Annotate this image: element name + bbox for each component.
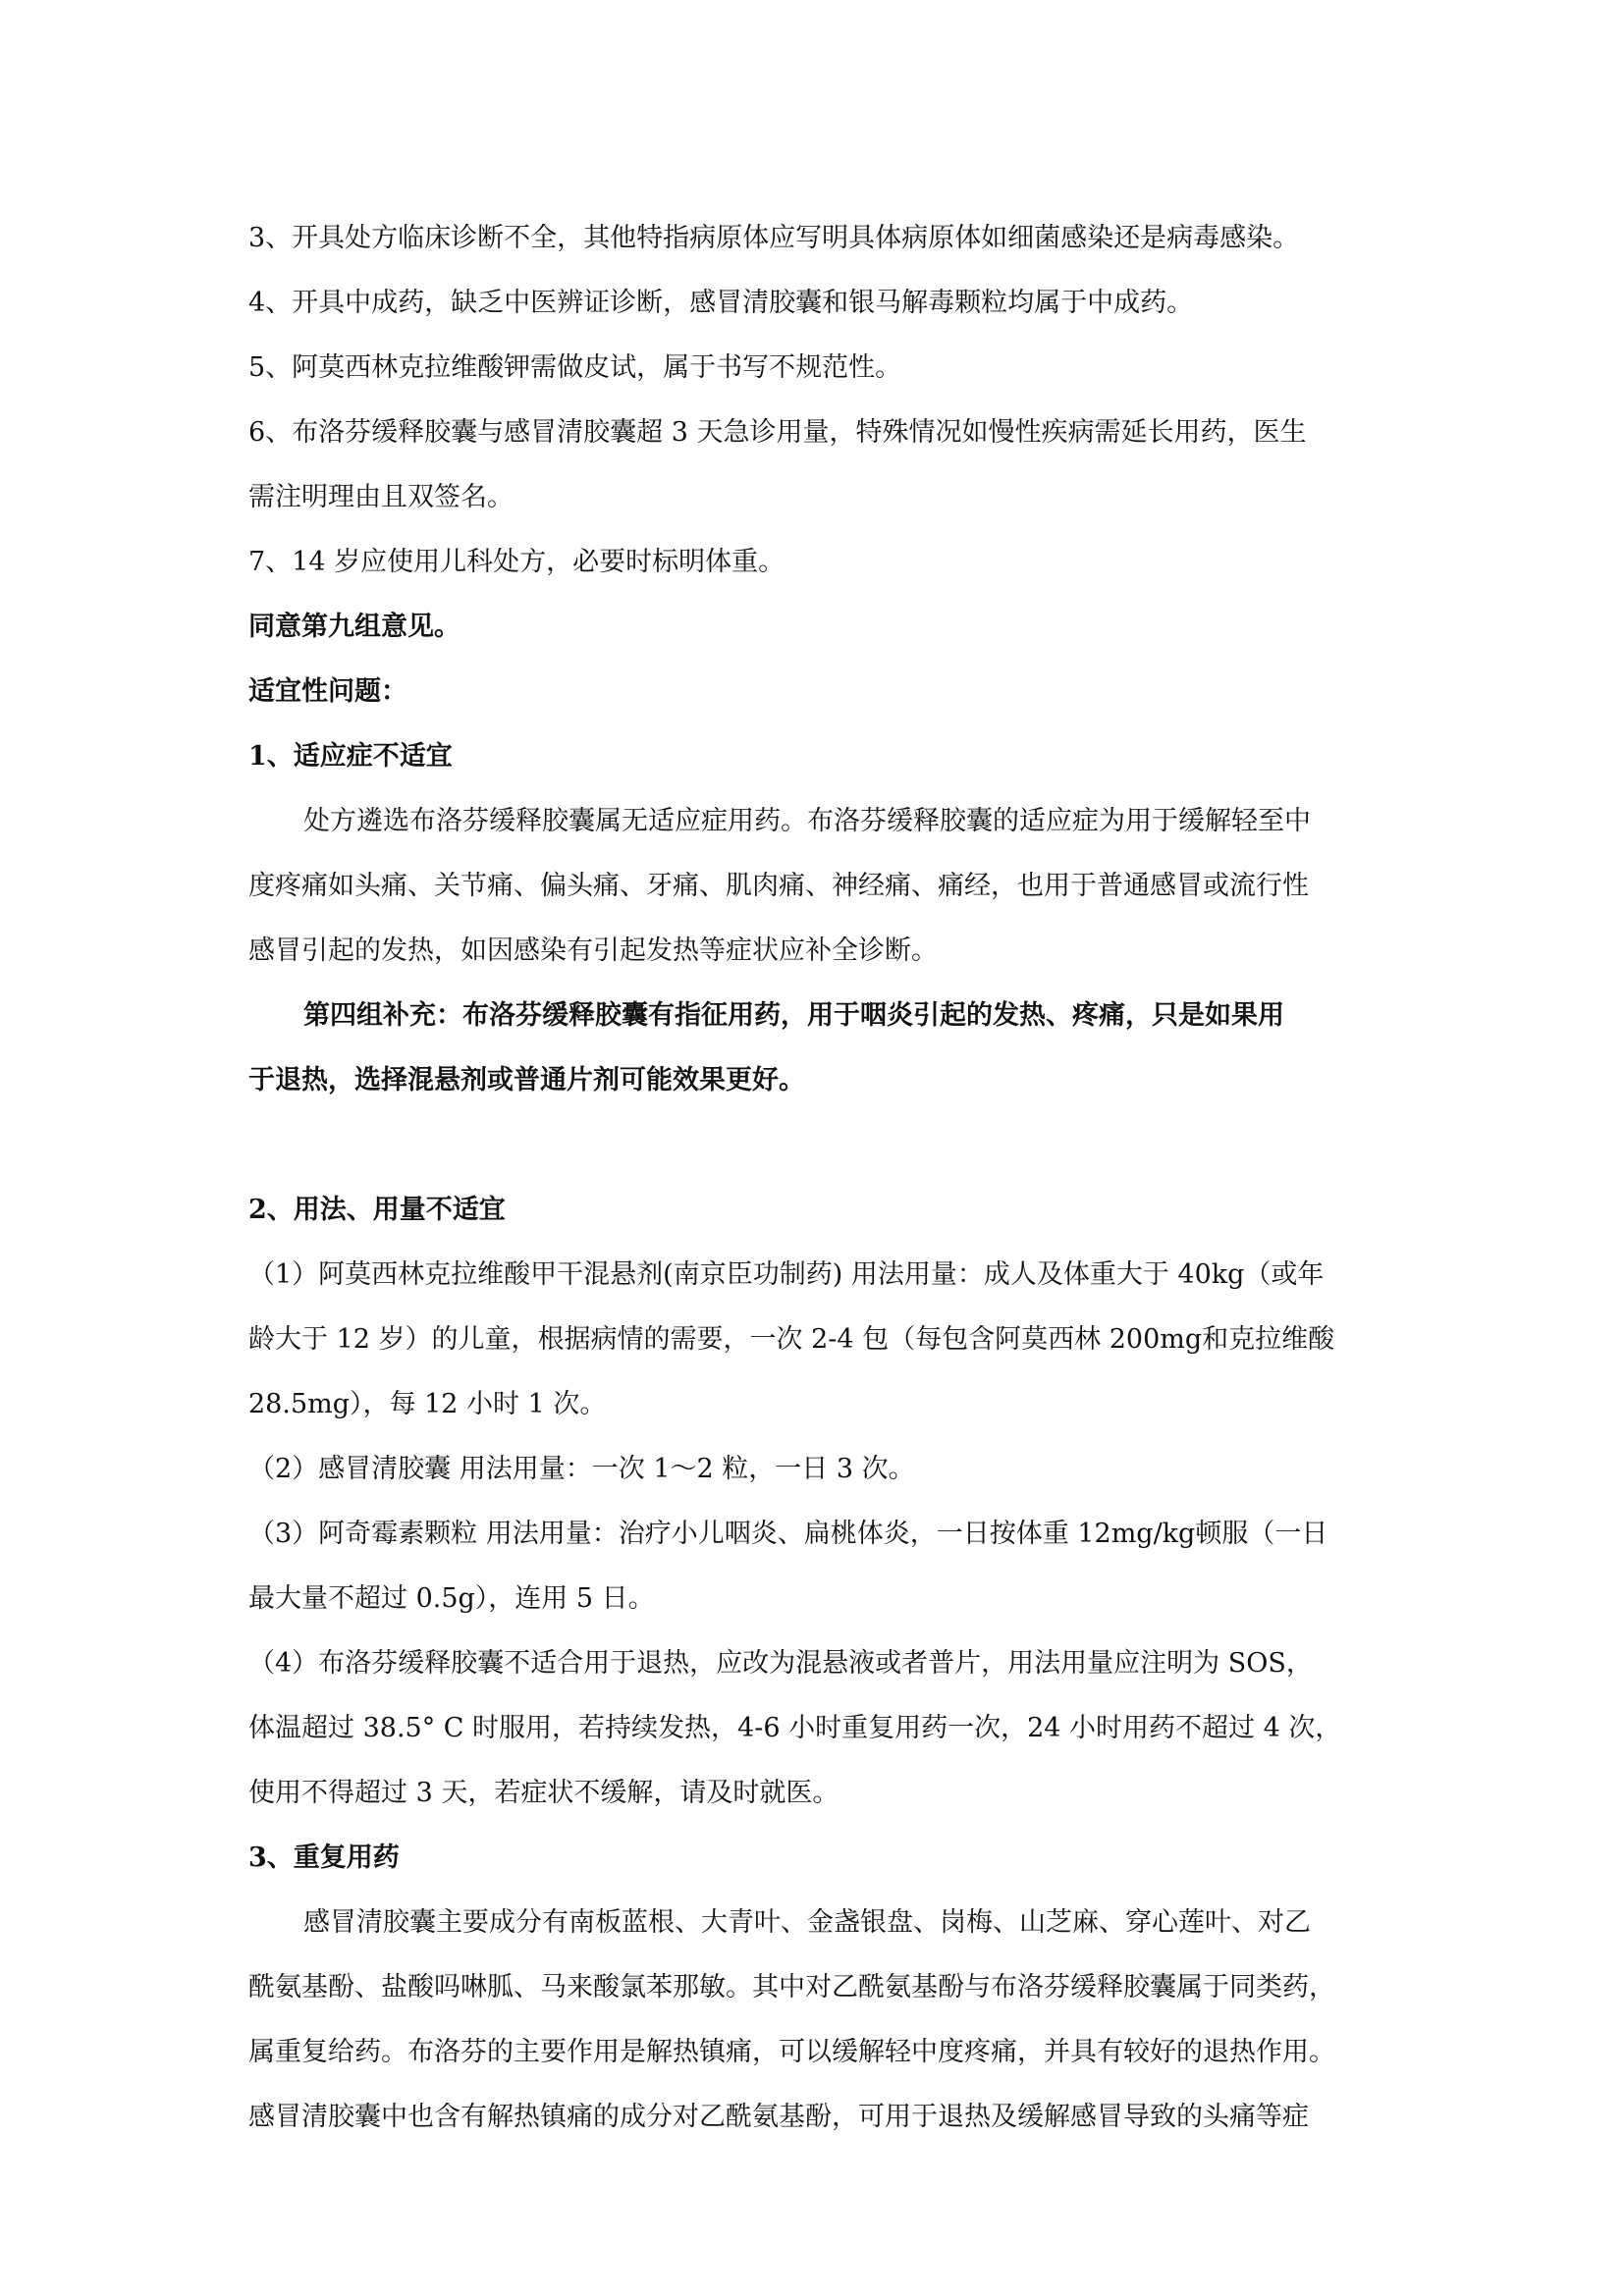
dosage-item-1-cont: 28.5mg），每 12 小时 1 次。: [248, 1389, 607, 1419]
paragraph-line: 处方遴选布洛芬缓释胶囊属无适应症用药。布洛芬缓释胶囊的适应症为用于缓解轻至中: [303, 806, 1311, 836]
subheading-duplicate: 3、重复用药: [248, 1842, 400, 1873]
text-line-5: 需注明理由且双签名。: [248, 482, 514, 512]
text-line-6: 7、14 岁应使用儿科处方，必要时标明体重。: [248, 547, 785, 577]
dosage-item-3: （3）阿奇霉素颗粒 用法用量：治疗小儿咽炎、扁桃体炎，一日按体重 12mg/kg顿服（一日: [248, 1519, 1328, 1549]
paragraph-line: 感冒引起的发热，如因感染有引起发热等症状应补全诊断。: [248, 935, 938, 966]
group-four-supplement: 第四组补充：布洛芬缓释胶囊有指征用药，用于咽炎引起的发热、疼痛，只是如果用: [303, 1000, 1284, 1031]
group-four-supplement-cont: 于退热，选择混悬剂或普通片剂可能效果更好。: [248, 1065, 805, 1095]
paragraph-line: 度疼痛如头痛、关节痛、偏头痛、牙痛、肌肉痛、神经痛、痛经，也用于普通感冒或流行性: [248, 871, 1309, 901]
dosage-item-4-cont: 体温超过 38.5° C 时服用，若持续发热，4-6 小时重复用药一次，24 小时用药不超过 4 次，: [248, 1713, 1342, 1743]
text-line-4: 6、布洛芬缓释胶囊与感冒清胶囊超 3 天急诊用量，特殊情况如慢性疾病需延长用药，医生: [248, 417, 1307, 448]
subheading-dosage: 2、用法、用量不适宜: [248, 1195, 506, 1225]
dosage-item-4: （4）布洛芬缓释胶囊不适合用于退热，应改为混悬液或者普片，用法用量应注明为 SOS，: [248, 1648, 1313, 1679]
text-line-1: 3、开具处方临床诊断不全，其他特指病原体应写明具体病原体如细菌感染还是病毒感染。: [248, 223, 1300, 253]
paragraph-line: 酰氨基酚、盐酸吗啉胍、马来酸氯苯那敏。其中对乙酰氨基酚与布洛芬缓释胶囊属于同类药，: [248, 1972, 1335, 2002]
dosage-item-1-cont: 龄大于 12 岁）的儿童，根据病情的需要，一次 2-4 包（每包含阿莫西林 200mg和克拉维酸: [248, 1324, 1335, 1355]
text-line-2: 4、开具中成药，缺乏中医辨证诊断，感冒清胶囊和银马解毒颗粒均属于中成药。: [248, 288, 1194, 318]
paragraph-line: 属重复给药。布洛芬的主要作用是解热镇痛，可以缓解轻中度疼痛，并具有较好的退热作用。: [248, 2037, 1335, 2067]
section-heading-appropriateness: 适宜性问题：: [248, 676, 407, 707]
dosage-item-1: （1）阿莫西林克拉维酸甲干混悬剂(南京臣功制药) 用法用量：成人及体重大于 40kg（或年: [248, 1259, 1325, 1290]
text-line-3: 5、阿莫西林克拉维酸钾需做皮试，属于书写不规范性。: [248, 352, 902, 383]
paragraph-line: 感冒清胶囊主要成分有南板蓝根、大青叶、金盏银盘、岗梅、山芝麻、穿心莲叶、对乙: [303, 1907, 1311, 1938]
blank-line: [248, 1113, 1387, 1178]
dosage-item-4-cont: 使用不得超过 3 天，若症状不缓解，请及时就医。: [248, 1778, 839, 1808]
dosage-item-3-cont: 最大量不超过 0.5g），连用 5 日。: [248, 1583, 655, 1614]
subheading-indication: 1、适应症不适宜: [248, 741, 453, 772]
dosage-item-2: （2）感冒清胶囊 用法用量：一次 1～2 粒，一日 3 次。: [248, 1454, 915, 1484]
paragraph-line: 感冒清胶囊中也含有解热镇痛的成分对乙酰氨基酚，可用于退热及缓解感冒导致的头痛等症: [248, 2102, 1309, 2132]
document-page: [248, 206, 1387, 2150]
agreement-heading: 同意第九组意见。: [248, 612, 460, 642]
